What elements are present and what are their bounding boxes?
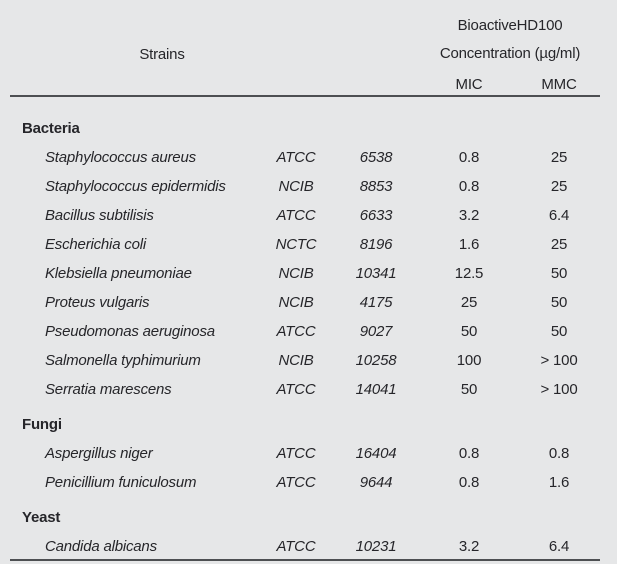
collection-number: 9644 <box>359 474 393 491</box>
section-row <box>10 410 600 439</box>
strain-name: Candida albicans <box>45 538 157 555</box>
mmc-value: 50 <box>550 294 568 311</box>
collection-code: NCTC <box>275 236 317 253</box>
strain-name: Escherichia coli <box>45 236 147 253</box>
table-row <box>10 259 600 288</box>
mmc-value: 6.4 <box>548 207 570 224</box>
mic-value: 50 <box>460 381 478 398</box>
table-row <box>10 375 600 404</box>
column-header-group-line1: BioactiveHD100 <box>457 17 563 34</box>
mic-value: 0.8 <box>458 474 480 491</box>
collection-number: 14041 <box>355 381 397 398</box>
table-row <box>10 317 600 346</box>
collection-code: NCIB <box>278 294 314 311</box>
collection-code: ATCC <box>276 149 316 166</box>
column-header-mic: MIC <box>455 76 483 93</box>
strain-name: Staphylococcus epidermidis <box>45 178 226 195</box>
table-row <box>10 439 600 468</box>
table-body <box>10 108 600 561</box>
collection-number: 6633 <box>359 207 393 224</box>
strain-name: Staphylococcus aureus <box>45 149 196 166</box>
strain-name: Klebsiella pneumoniae <box>45 265 192 282</box>
collection-code: NCIB <box>278 352 314 369</box>
mmc-value: 25 <box>550 149 568 166</box>
mic-value: 3.2 <box>458 538 480 555</box>
mic-value: 0.8 <box>458 445 480 462</box>
mmc-value: 25 <box>550 236 568 253</box>
collection-code: ATCC <box>276 474 316 491</box>
collection-number: 16404 <box>355 445 397 462</box>
mic-value: 0.8 <box>458 149 480 166</box>
bottom-rule <box>10 559 600 561</box>
collection-number: 8853 <box>359 178 393 195</box>
section-label: Bacteria <box>22 120 80 137</box>
strain-name: Pseudomonas aeruginosa <box>45 323 215 340</box>
mmc-value: 25 <box>550 178 568 195</box>
mic-value: 1.6 <box>458 236 480 253</box>
table-row <box>10 172 600 201</box>
collection-number: 4175 <box>359 294 393 311</box>
strain-name: Aspergillus niger <box>45 445 153 462</box>
section-row <box>10 114 600 143</box>
mmc-value: > 100 <box>540 381 578 398</box>
strain-name: Serratia marescens <box>45 381 172 398</box>
table-row <box>10 288 600 317</box>
collection-code: NCIB <box>278 178 314 195</box>
mic-value: 25 <box>460 294 478 311</box>
collection-code: ATCC <box>276 381 316 398</box>
mic-value: 0.8 <box>458 178 480 195</box>
table-row <box>10 230 600 259</box>
header-rule <box>10 95 600 97</box>
mmc-value: 6.4 <box>548 538 570 555</box>
table-row <box>10 468 600 497</box>
section-label: Fungi <box>22 416 62 433</box>
collection-number: 10231 <box>355 538 397 555</box>
table-row <box>10 346 600 375</box>
mic-value: 3.2 <box>458 207 480 224</box>
collection-code: ATCC <box>276 207 316 224</box>
collection-code: ATCC <box>276 445 316 462</box>
mmc-value: 50 <box>550 323 568 340</box>
collection-number: 10341 <box>355 265 397 282</box>
collection-number: 6538 <box>359 149 393 166</box>
mmc-value: 1.6 <box>548 474 570 491</box>
mmc-value: > 100 <box>540 352 578 369</box>
collection-code: ATCC <box>276 323 316 340</box>
collection-number: 9027 <box>359 323 393 340</box>
collection-number: 8196 <box>359 236 393 253</box>
strain-name: Salmonella typhimurium <box>45 352 201 369</box>
mmc-value: 50 <box>550 265 568 282</box>
section-label: Yeast <box>22 509 61 526</box>
column-header-group-line2: Concentration (µg/ml) <box>439 45 581 62</box>
column-header-strains: Strains <box>139 46 185 63</box>
strain-name: Bacillus subtilisis <box>45 207 154 224</box>
section-row <box>10 503 600 532</box>
collection-number: 10258 <box>355 352 397 369</box>
table-row <box>10 532 600 561</box>
column-header-mmc: MMC <box>541 76 577 93</box>
mic-value: 100 <box>456 352 482 369</box>
collection-code: NCIB <box>278 265 314 282</box>
table-row <box>10 143 600 172</box>
mmc-value: 0.8 <box>548 445 570 462</box>
table-row <box>10 201 600 230</box>
mic-value: 12.5 <box>454 265 484 282</box>
collection-code: ATCC <box>276 538 316 555</box>
mic-value: 50 <box>460 323 478 340</box>
strain-name: Penicillium funiculosum <box>45 474 197 491</box>
strain-name: Proteus vulgaris <box>45 294 150 311</box>
